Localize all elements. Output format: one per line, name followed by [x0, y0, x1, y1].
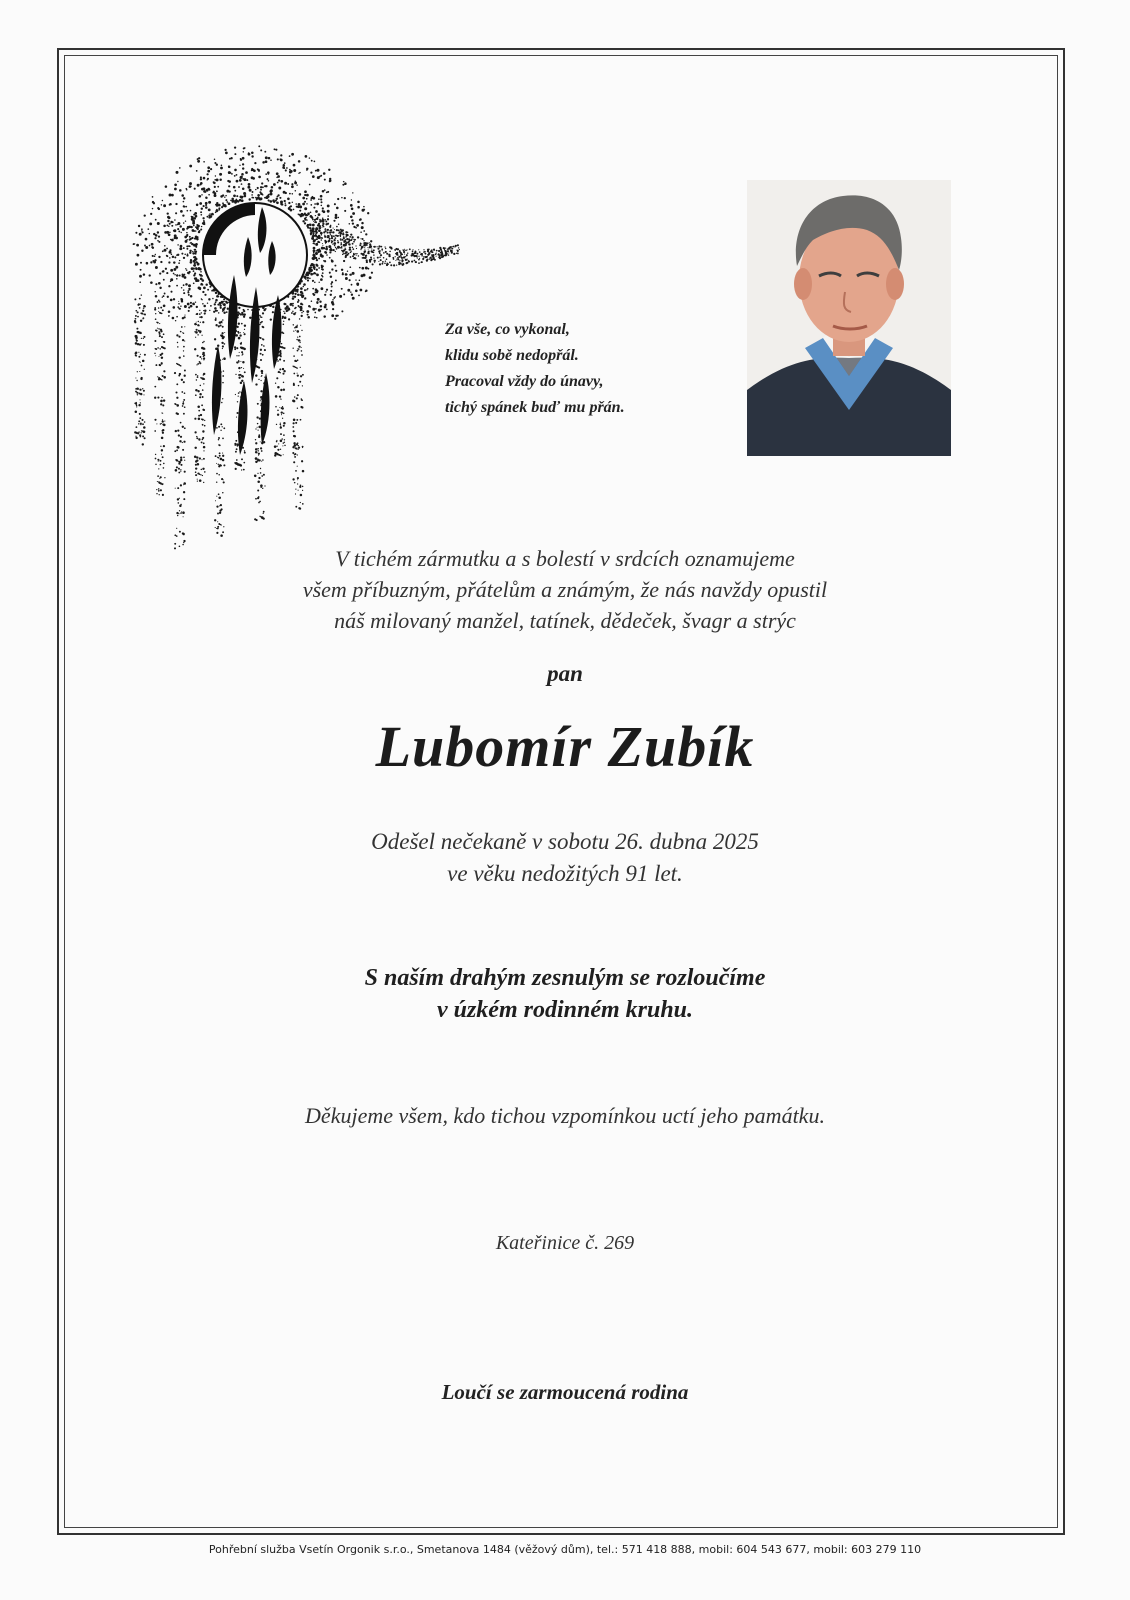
farewell-notice: [0, 962, 1130, 1026]
death-line: ve věku nedožitých 91 let.: [447, 861, 683, 886]
memorial-poem: [445, 317, 705, 421]
announcement-line: náš milovaný manžel, tatínek, dědeček, švagr a strýc: [334, 608, 796, 633]
death-info: [0, 826, 1130, 890]
honorific: pan: [547, 661, 583, 686]
farewell-line: S naším drahým zesnulým se rozloučíme: [364, 965, 766, 991]
announcement-line: všem příbuzným, přátelům a známým, že nás navždy opustil: [302, 577, 828, 602]
portrait-photo: [747, 180, 951, 456]
address: Kateřinice č. 269: [495, 1232, 635, 1254]
family-signature: Loučí se zarmoucená rodina: [441, 1380, 689, 1404]
death-line: Odešel nečekaně v sobotu 26. dubna 2025: [371, 829, 759, 854]
announcement-line: V tichém zármutku a s bolestí v srdcích oznamujeme: [335, 546, 795, 571]
thanks-line: Děkujeme všem, kdo tichou vzpomínkou uctí jeho památku.: [305, 1103, 825, 1128]
deceased-name: Lubomír Zubík: [375, 714, 755, 779]
poem-line: Za vše, co vykonal,: [445, 321, 570, 338]
poem-line: klidu sobě nedopřál.: [445, 347, 579, 364]
poem-line: tichý spánek buď mu přán.: [445, 399, 625, 416]
farewell-line: v úzkém rodinném kruhu.: [436, 997, 694, 1023]
funeral-service-footer: Pohřební služba Vsetín Orgonik s.r.o., Smetanova 1484 (věžový dům), tel.: 571 418 888, mobil: 604 543 677, mobil: 603 279 110: [208, 1543, 922, 1556]
announcement: [0, 543, 1130, 636]
poem-line: Pracoval vždy do únavy,: [445, 373, 604, 390]
candle-flames-emblem-icon: [120, 145, 470, 555]
